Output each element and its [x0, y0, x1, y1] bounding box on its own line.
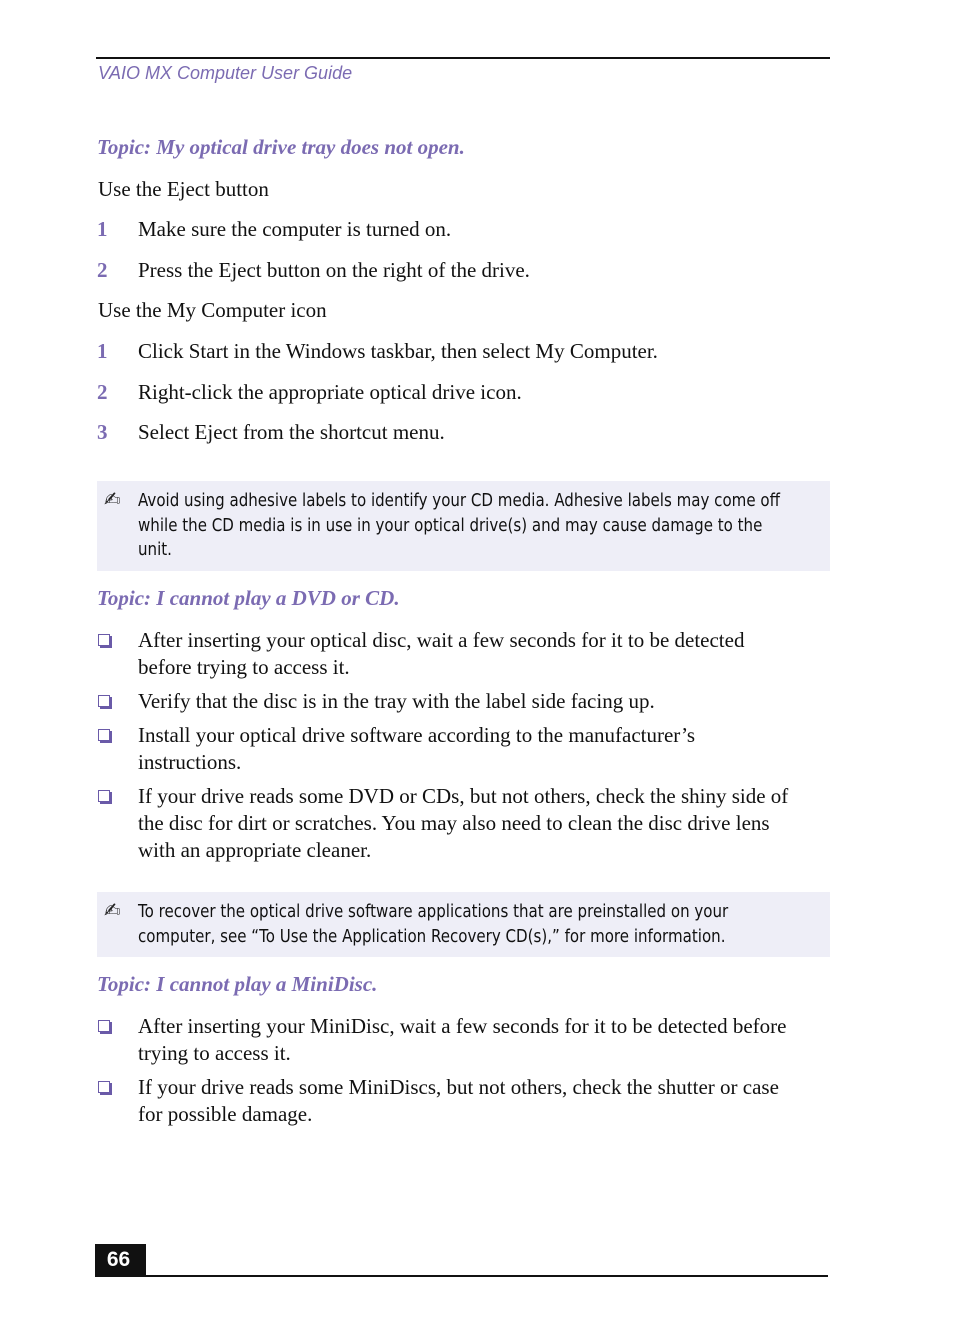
page-number: 66: [106, 1248, 131, 1271]
note-box-recovery: [97, 892, 830, 957]
list-item-line: If your drive reads some DVD or CDs, but not others, check the shiny side of: [138, 784, 789, 808]
step-number: 1: [97, 217, 108, 241]
guide-title: VAIO MX Computer User Guide: [98, 63, 353, 83]
pencil-note-icon: ✍: [104, 487, 121, 511]
note-box-adhesive: [97, 481, 830, 571]
checkbox-bullet-icon: [98, 695, 110, 707]
checkbox-bullet-icon: [98, 1020, 110, 1032]
topic-heading-dvd-cd: Topic: I cannot play a DVD or CD.: [97, 586, 400, 610]
step-text: Make sure the computer is turned on.: [138, 217, 452, 241]
header-rule: [96, 57, 830, 59]
list-item-line: Verify that the disc is in the tray with the label side facing up.: [138, 689, 655, 713]
topic-heading-minidisc: Topic: I cannot play a MiniDisc.: [97, 972, 378, 996]
list-item-text: [138, 1013, 828, 1067]
list-item-line: After inserting your MiniDisc, wait a few seconds for it to be detected before: [138, 1014, 787, 1038]
step-number: 3: [97, 420, 108, 444]
checkbox-bullet-icon: [98, 729, 110, 741]
step-number: 2: [97, 258, 108, 282]
note-line: Avoid using adhesive labels to identify your CD media. Adhesive labels may come off: [138, 491, 780, 511]
checkbox-bullet-icon: [98, 1081, 110, 1093]
list-item-line: If your drive reads some MiniDiscs, but not others, check the shutter or case: [138, 1075, 779, 1099]
list-item-text: [138, 722, 828, 776]
list-item-line: the disc for dirt or scratches. You may also need to clean the disc drive lens: [138, 811, 770, 835]
list-item-line: Install your optical drive software according to the manufacturer’s: [138, 723, 696, 747]
note-line: unit.: [138, 540, 172, 560]
step-number: 2: [97, 380, 108, 404]
step-text: Right-click the appropriate optical drive icon.: [138, 380, 522, 404]
step-number: 1: [97, 339, 108, 363]
step-text: Press the Eject button on the right of the drive.: [138, 258, 530, 282]
footer-rule: [95, 1275, 828, 1277]
note-line: computer, see “To Use the Application Recovery CD(s),” for more information.: [138, 926, 726, 947]
note-line: To recover the optical drive software applications that are preinstalled on your: [138, 902, 729, 922]
list-item-line: instructions.: [138, 750, 242, 774]
pencil-note-icon: ✍: [104, 898, 121, 922]
list-item-line: for possible damage.: [138, 1102, 313, 1126]
page-number-box: [95, 1244, 146, 1276]
checkbox-bullet-icon: [98, 634, 110, 646]
note-line: while the CD media is in use in your optical drive(s) and may cause damage to the: [138, 515, 763, 536]
list-item-text: [138, 688, 828, 715]
list-item-line: with an appropriate cleaner.: [138, 838, 372, 862]
method-eject-button-title: Use the Eject button: [98, 177, 269, 201]
step-text: Click Start in the Windows taskbar, then select My Computer.: [138, 339, 658, 363]
note-text: [138, 900, 731, 949]
method-my-computer-title: Use the My Computer icon: [98, 298, 327, 322]
list-item-line: After inserting your optical disc, wait a few seconds for it to be detected: [138, 628, 745, 652]
topic-heading-tray: Topic: My optical drive tray does not open.: [97, 135, 465, 159]
list-item-text: [138, 627, 828, 681]
list-item-text: [138, 1074, 828, 1128]
list-item-text: [138, 783, 828, 864]
step-text: Select Eject from the shortcut menu.: [138, 420, 445, 444]
list-item-line: before trying to access it.: [138, 655, 350, 679]
note-text: [138, 489, 780, 563]
list-item-line: trying to access it.: [138, 1041, 291, 1065]
checkbox-bullet-icon: [98, 790, 110, 802]
